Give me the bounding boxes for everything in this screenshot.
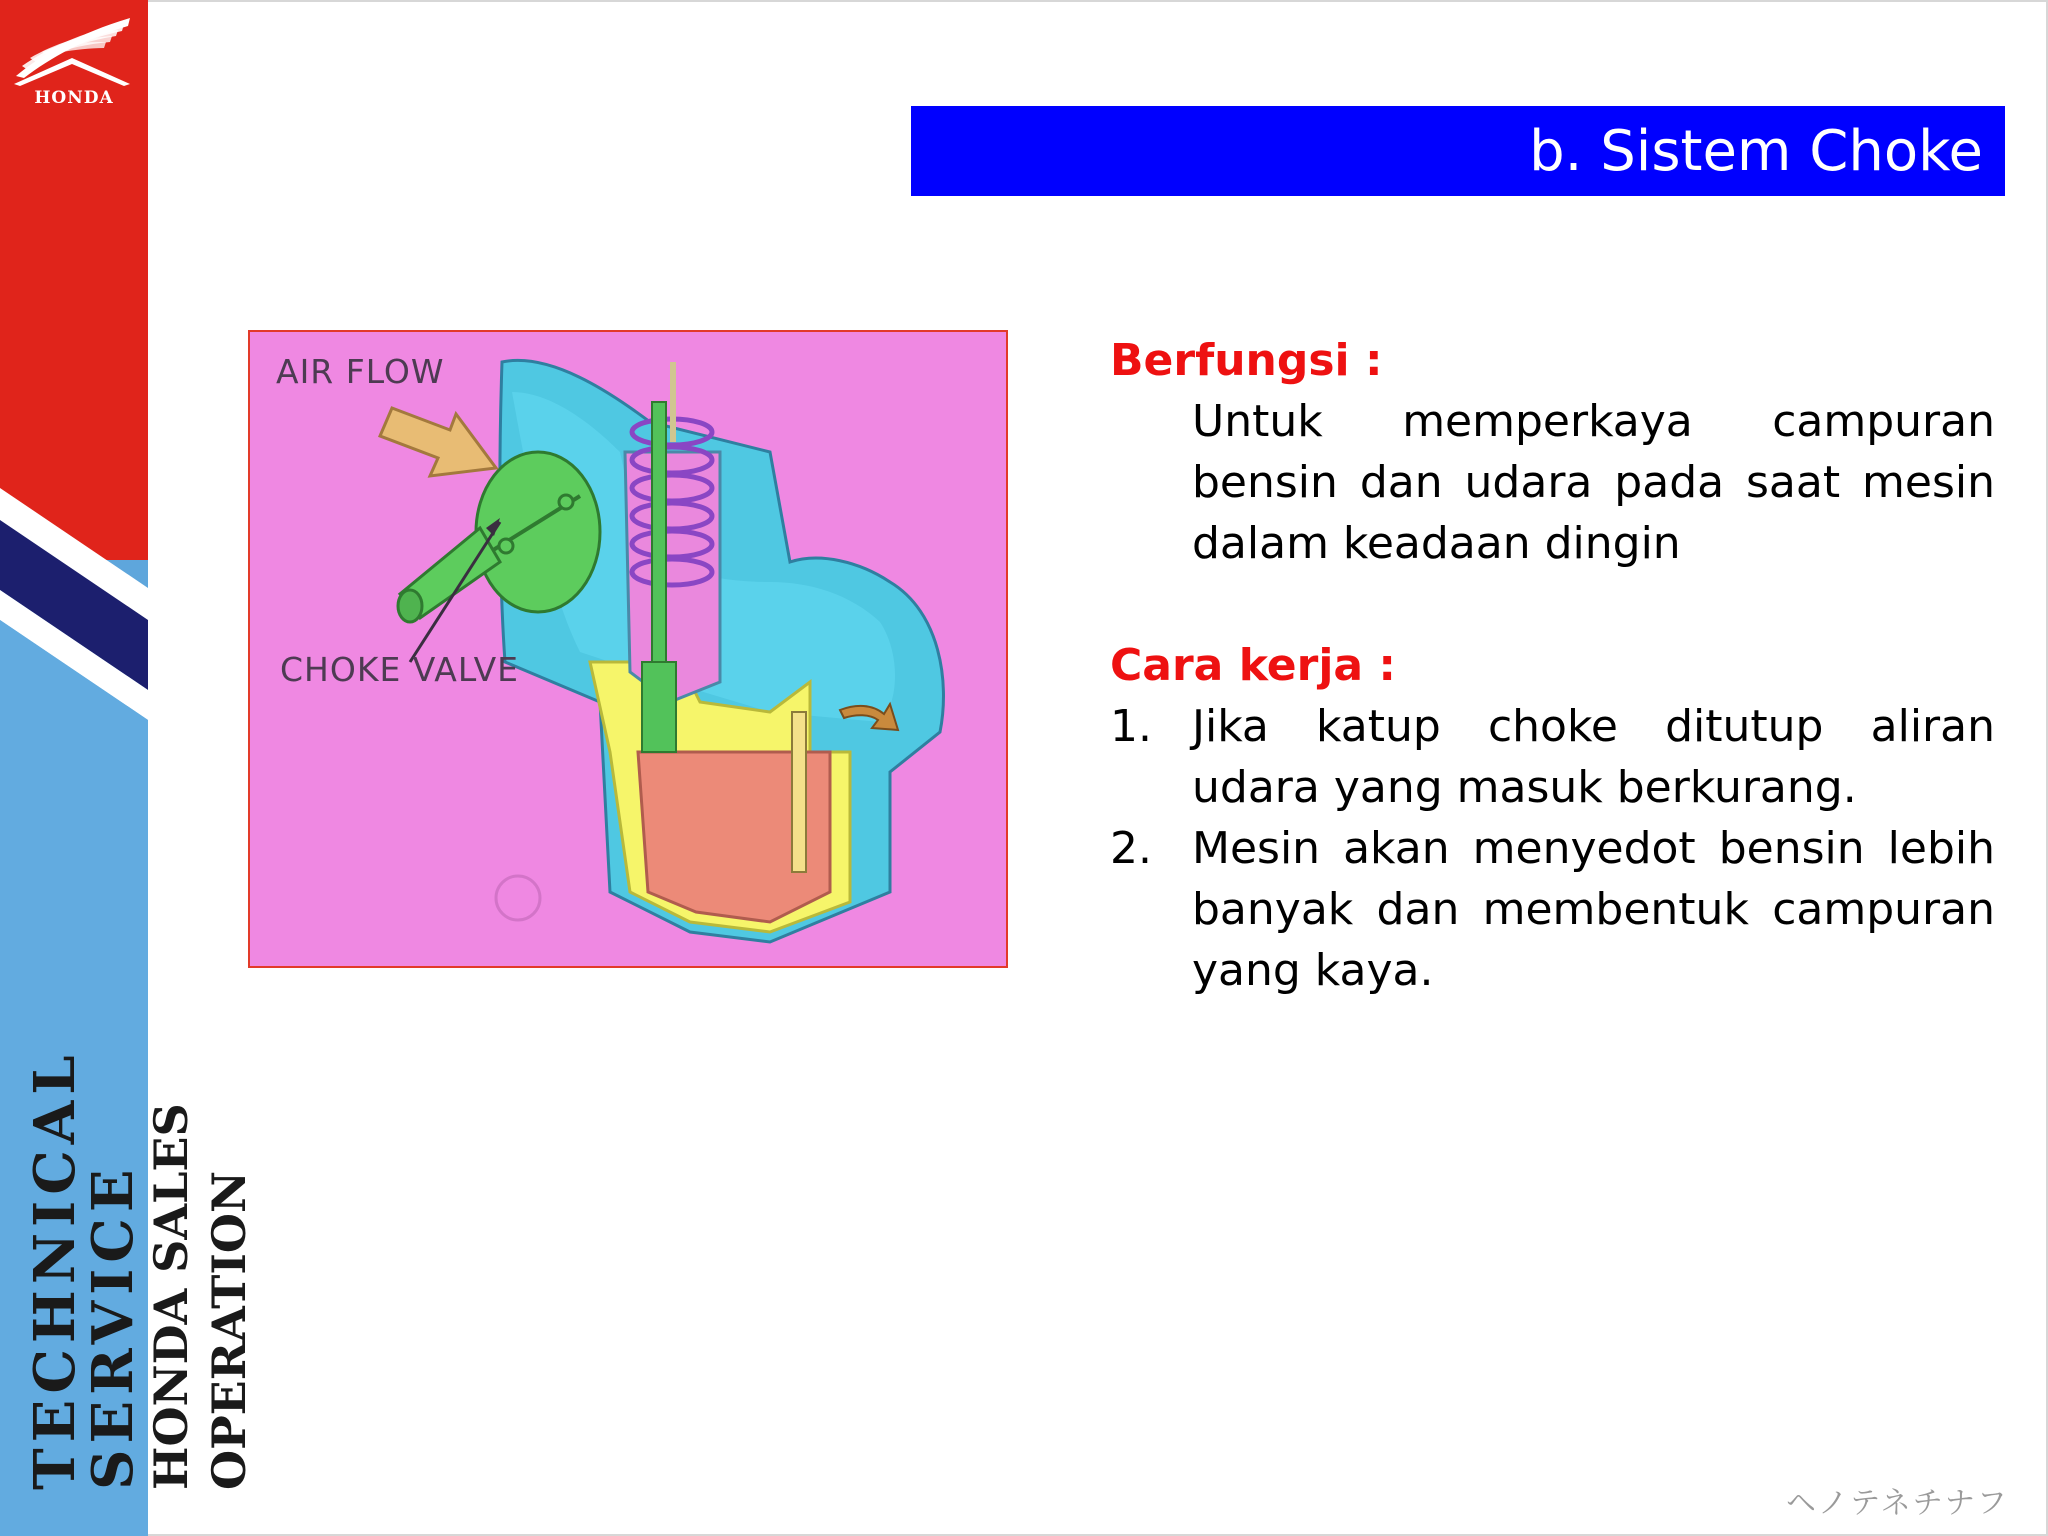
- sidebar-vertical-text: [22, 810, 258, 1490]
- function-heading: Berfungsi :: [1110, 335, 1383, 386]
- spacer: [1110, 574, 1995, 635]
- title-bar: [911, 106, 2005, 196]
- honda-logo-text: HONDA: [34, 88, 114, 108]
- sidebar-line-honda-sales-operation: HONDA SALES OPERATION: [144, 1103, 256, 1490]
- choke-diagram: [248, 330, 1008, 968]
- honda-wing-logo-icon: [12, 14, 136, 94]
- airflow-label: AIR FLOW: [276, 352, 445, 391]
- content-text: [1110, 330, 1995, 1001]
- function-description: Untuk memperkaya campuran bensin dan udara pada saat mesin dalam keadaan dingin: [1192, 396, 1995, 569]
- watermark-text: ヘノテネチナフ: [1786, 1486, 2009, 1521]
- work-step: [1110, 696, 1995, 818]
- step-text: Mesin akan menyedot bensin lebih banyak dan membentuk campuran yang kaya.: [1192, 823, 1995, 996]
- carburetor-illustration: [250, 332, 1006, 966]
- step-number: 1.: [1110, 701, 1152, 752]
- sidebar-banner: [0, 0, 256, 1536]
- sidebar-line-technical-service: TECHNICAL SERVICE: [22, 1049, 146, 1490]
- step-number: 2.: [1110, 823, 1152, 874]
- work-step: [1110, 818, 1995, 1001]
- work-heading: Cara kerja :: [1110, 640, 1396, 691]
- slide-title: b. Sistem Choke: [1529, 119, 1983, 184]
- choke-valve-label: CHOKE VALVE: [280, 650, 520, 689]
- step-text: Jika katup choke ditutup aliran udara yang masuk berkurang.: [1192, 701, 1995, 813]
